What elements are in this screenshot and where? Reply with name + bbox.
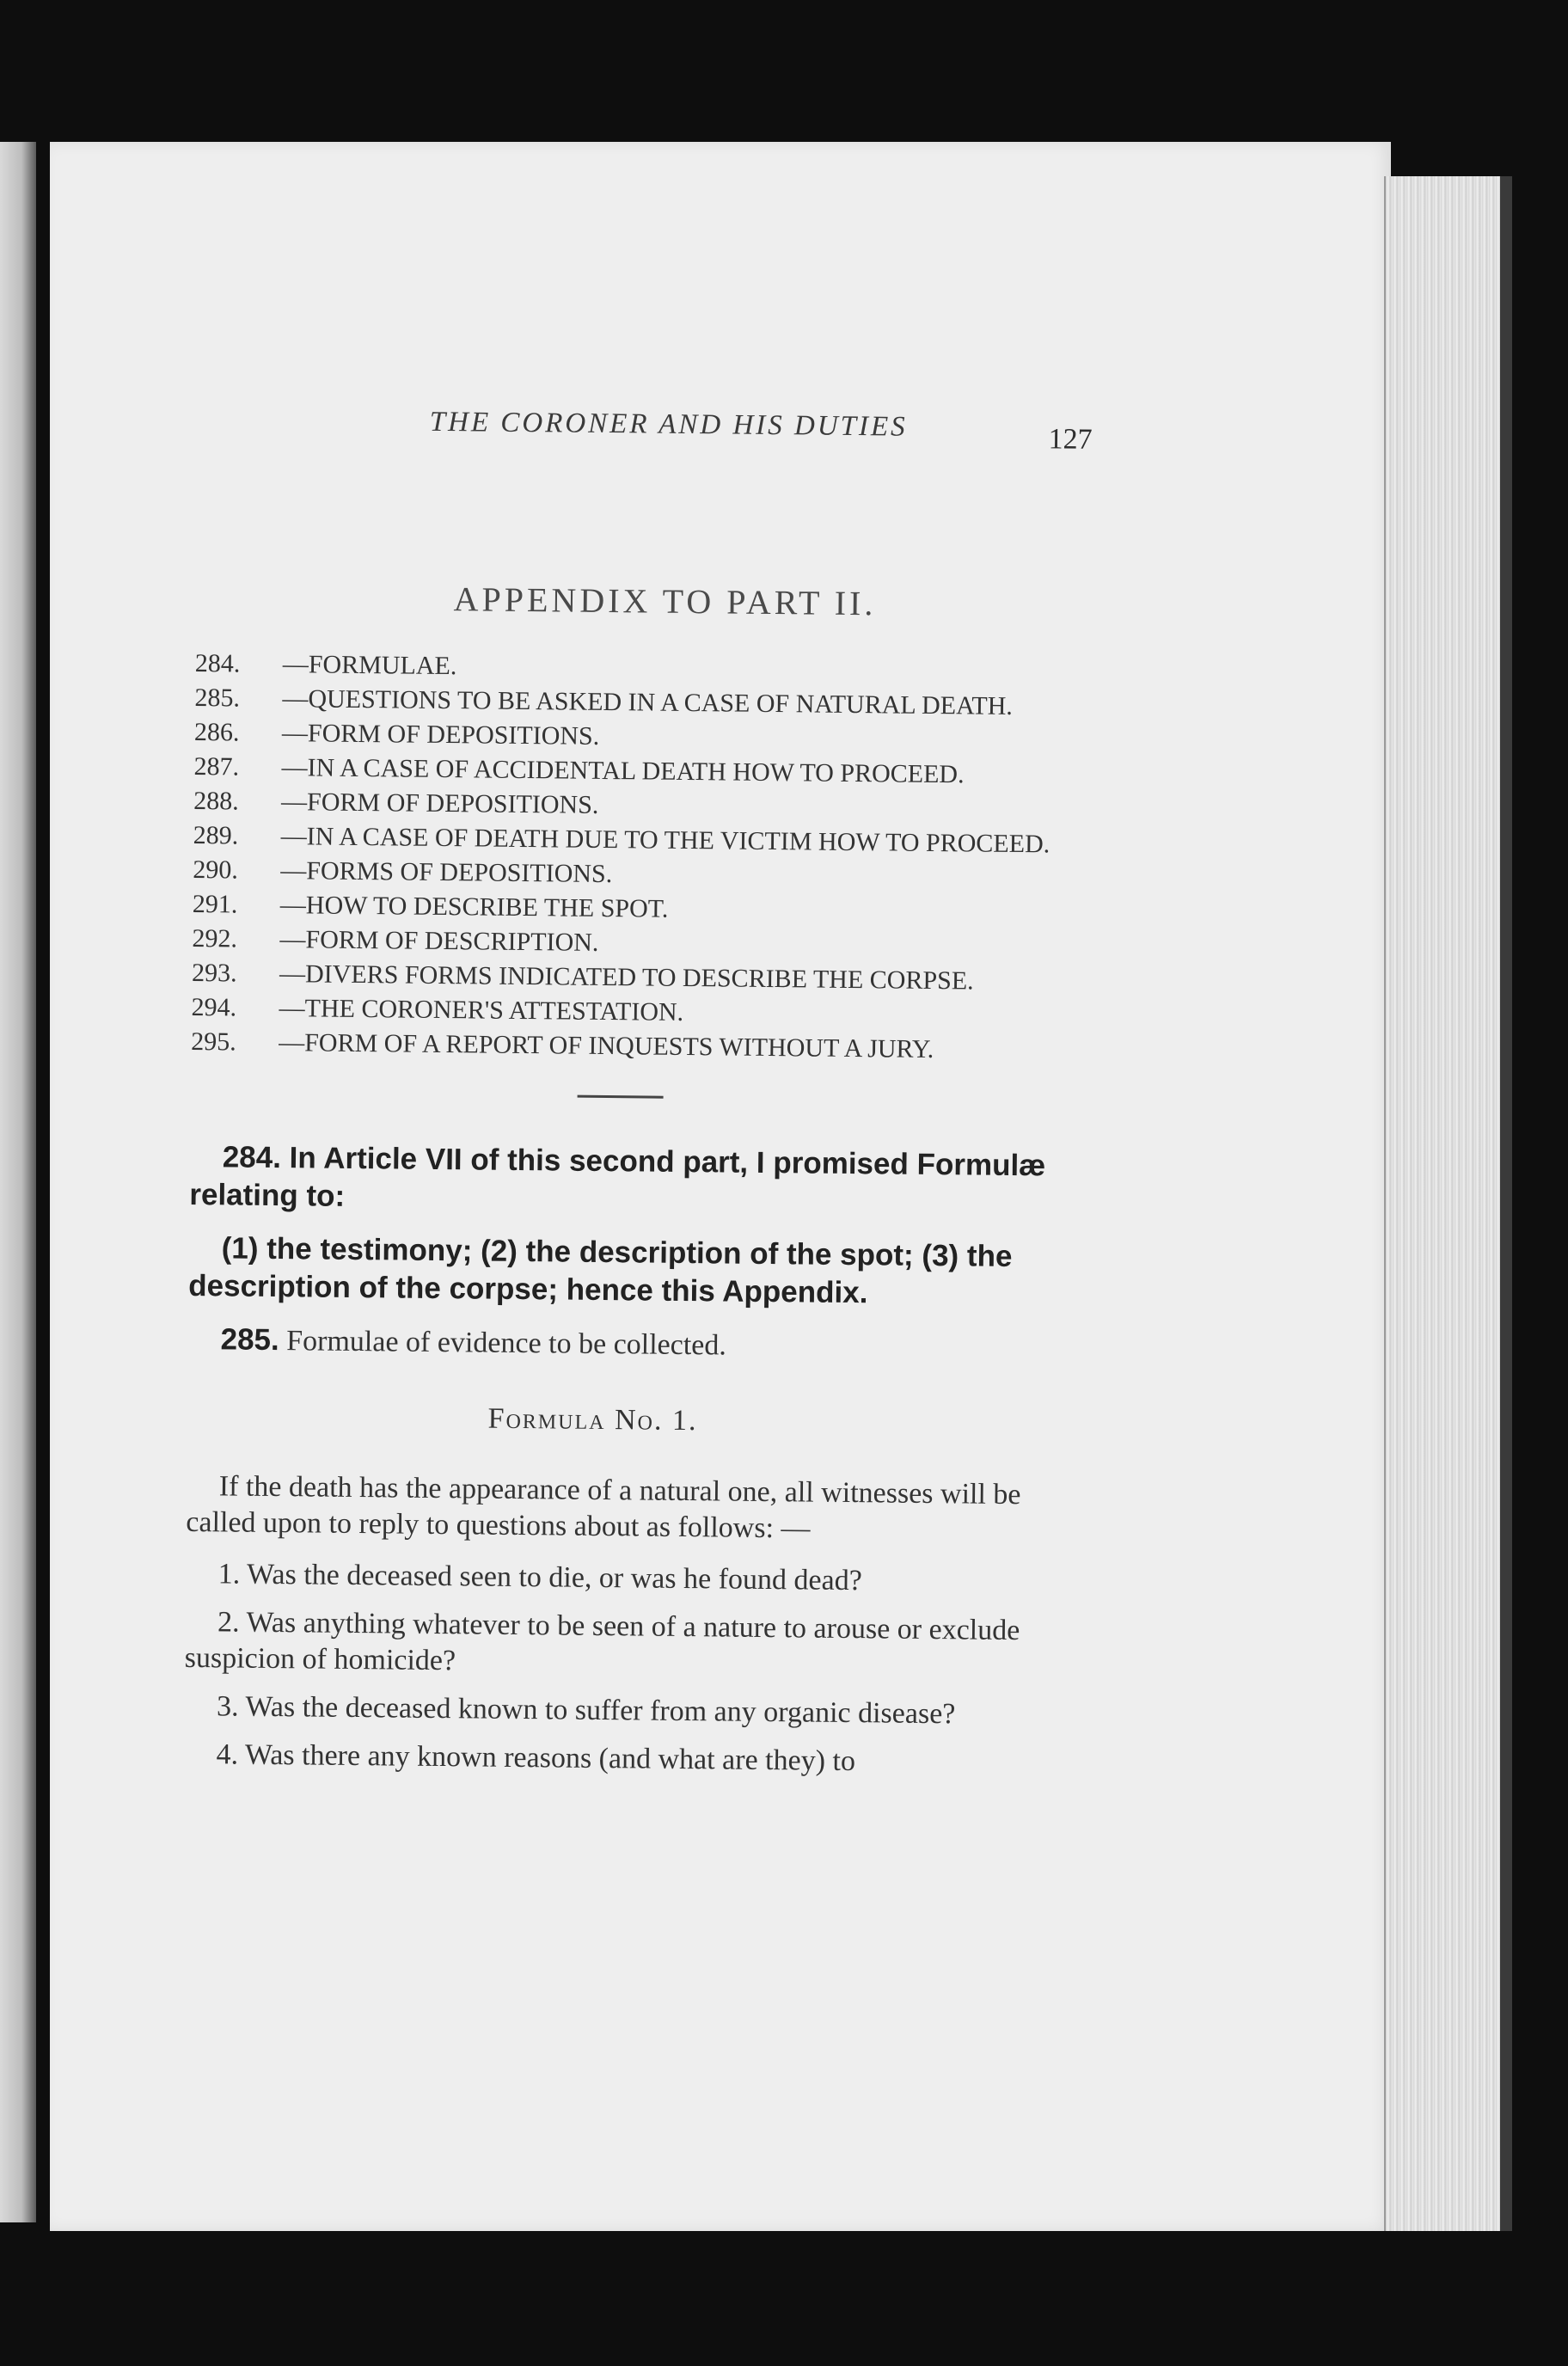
- toc-item: 287. —IN A CASE OF ACCIDENTAL DEATH HOW TO PROCEED.: [193, 751, 965, 789]
- toc-item: 289. —IN A CASE OF DEATH DUE TO THE VICTIM HOW TO PROCEED.: [193, 820, 1050, 859]
- paragraph-284-list: (1) the testimony; (2) the description of the spot; (3) the description of the corpse; hence this Appendix.: [188, 1231, 1013, 1310]
- paragraph-285: [187, 1321, 1099, 1368]
- previous-page-edge: [0, 142, 36, 2222]
- toc-item: 288. —FORM OF DEPOSITIONS.: [193, 786, 599, 819]
- paragraph-285-text: Formulae of evidence to be collected.: [286, 1325, 727, 1362]
- toc-item: 286. —FORM OF DEPOSITIONS.: [193, 717, 600, 751]
- appendix-contents: [191, 649, 1106, 1066]
- question-item: 4. Was there any known reasons (and what are they) to: [216, 1738, 856, 1778]
- formula-title: Formula No. 1.: [487, 1402, 698, 1437]
- question-item: 1. Was the deceased seen to die, or was he found dead?: [217, 1558, 862, 1597]
- running-head: [197, 404, 1109, 465]
- section-divider: [578, 1095, 664, 1099]
- toc-item: 295. —FORM OF A REPORT OF INQUESTS WITHOUT A JURY.: [191, 1027, 934, 1064]
- formula-intro: If the death has the appearance of a natural one, all witnesses will be called upon to reply to questions about as follows: —: [186, 1470, 1021, 1545]
- paragraph-284: 284. In Article VII of this second part, I promised Formulæ relating to:: [189, 1140, 1046, 1213]
- toc-item: 294. —THE CORONER'S ATTESTATION.: [191, 992, 684, 1027]
- page-content: [183, 404, 1109, 1794]
- binding-shadow: [1500, 176, 1512, 2231]
- question-item: 3. Was the deceased known to suffer from any organic disease?: [216, 1690, 956, 1731]
- toc-item: 292. —FORM OF DESCRIPTION.: [192, 923, 599, 957]
- appendix-title: APPENDIX TO PART II.: [453, 579, 877, 623]
- toc-item: 293. —DIVERS FORMS INDICATED TO DESCRIBE THE CORPSE.: [191, 958, 974, 996]
- toc-item: 290. —FORMS OF DEPOSITIONS.: [193, 855, 613, 889]
- toc-item: 284. —FORMULAE.: [194, 648, 457, 681]
- page-number: 127: [1048, 423, 1093, 456]
- toc-item: 285. —QUESTIONS TO BE ASKED IN A CASE OF NATURAL DEATH.: [194, 683, 1014, 720]
- paragraph-285-number: 285.: [220, 1322, 279, 1358]
- toc-item: 291. —HOW TO DESCRIBE THE SPOT.: [192, 889, 669, 923]
- question-item: 2. Was anything whatever to be seen of a nature to arouse or exclude suspicion of homicide?: [184, 1606, 1020, 1677]
- page-stack-edges: [1384, 176, 1506, 2231]
- running-title: THE CORONER AND HIS DUTIES: [429, 406, 908, 443]
